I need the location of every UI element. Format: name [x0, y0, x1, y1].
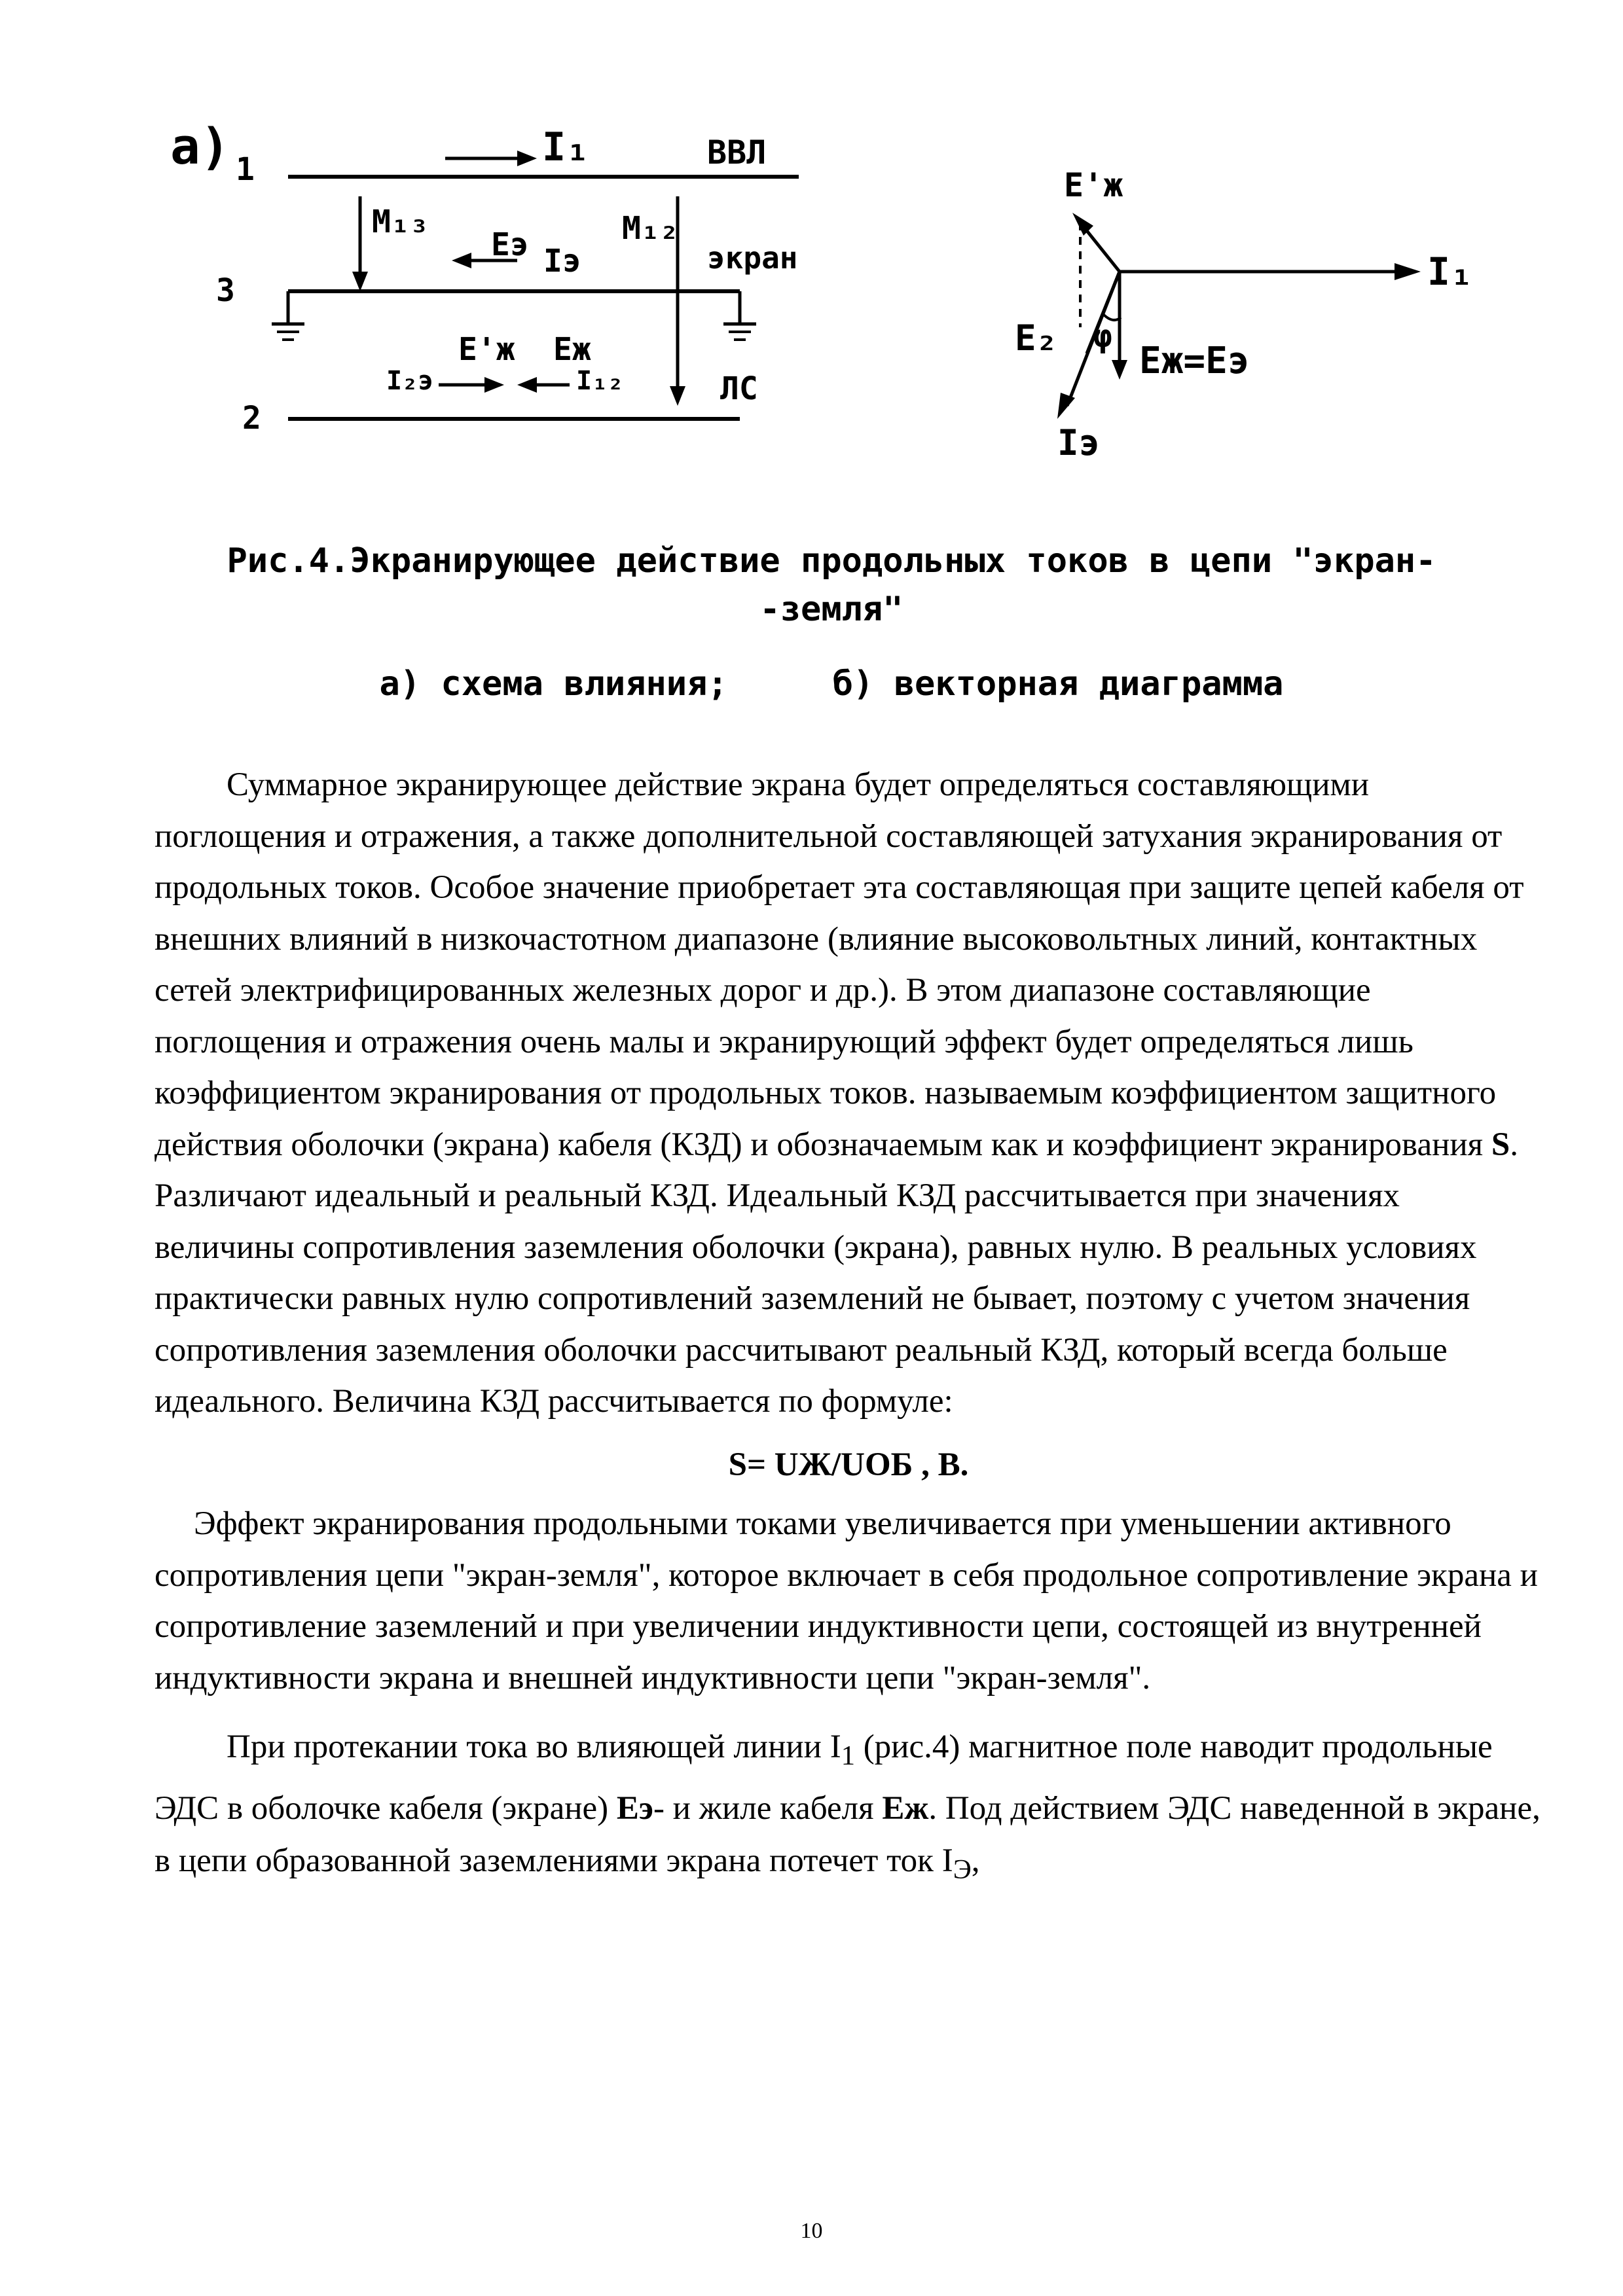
LS-label: ЛС: [720, 370, 758, 407]
arrow-down-icon: [352, 272, 368, 291]
caption-part-b: б) векторная диаграмма: [832, 664, 1284, 704]
M12-label: M₁₂: [622, 210, 679, 247]
E3-label: Eэ: [491, 226, 529, 263]
formula: S= UЖ/UОБ , В.: [728, 1446, 969, 1483]
vec-I1-label: I₁: [1427, 249, 1473, 294]
p3-text-c: - и жиле кабеля: [653, 1790, 883, 1827]
I2e-label: I₂э: [386, 366, 434, 396]
vec-eq-label: Eж=Eэ: [1139, 340, 1250, 382]
screen-label: экран: [707, 240, 798, 276]
p3-text-a: При протекании тока во влияющей линии I: [227, 1729, 841, 1765]
vec-E2-label: E₂: [1015, 317, 1058, 359]
figure-4-diagram: [151, 98, 1525, 517]
arrow-right-icon: [1395, 263, 1421, 280]
arrow-left-icon: [452, 253, 471, 268]
vvl-label: ВВЛ: [707, 134, 767, 171]
arrow-right-icon: [517, 151, 537, 166]
paragraph-3: [155, 1721, 1542, 1896]
current-I1-label: I₁: [542, 124, 590, 170]
caption-part-a: а) схема влияния;: [379, 664, 728, 704]
vec-Ezh-prime-label: E'ж: [1064, 166, 1123, 204]
Ezh-label: Eж: [553, 331, 591, 368]
page-number: 10: [800, 2219, 823, 2243]
arrow-right-icon: [484, 377, 504, 393]
line-1-label: 1: [236, 151, 255, 188]
p3-text-e: ,: [971, 1842, 980, 1880]
M13-label: M₁₃: [372, 204, 429, 240]
figure-4: [151, 98, 1525, 517]
figure-caption: [151, 537, 1512, 708]
p3-sub-2: Э: [953, 1854, 972, 1886]
caption-parts: [151, 660, 1512, 708]
paragraph-2: Эффект экранирования продольными токами увеличивается при уменьшении активного сопротивления цепи "экран-земля", которое включает в себя продольное сопротивление экрана и сопротивление заземлений и при увеличении индуктивности цепи, состоящей из внутренней индуктивности экрана и внешней индуктивности цепи "экран-земля".: [155, 1505, 1538, 1696]
p3-sub-1: 1: [841, 1740, 855, 1772]
p1-bold-S: S: [1491, 1126, 1510, 1163]
p3-E3: Eэ: [616, 1790, 653, 1827]
arrow-down-icon: [1112, 360, 1127, 380]
arrow-up-icon: [1072, 213, 1093, 236]
p1-text-end: . Различают идеальный и реальный КЗД. Идеальный КЗД рассчитывается при значениях величины сопротивления заземления оболочки (экрана), равных нулю. В реальных условиях практически равных нулю сопротивлений заземлений не бывает, поэтому с учетом значения сопротивления заземления оболочки рассчитывают реальный КЗД, который всегда больше идеального. Величина КЗД рассчитывается по формуле:: [155, 1126, 1518, 1420]
arrow-left-icon: [517, 377, 537, 393]
p1-text: Суммарное экранирующее действие экрана будет определяться составляющими поглощения и отражения, а также дополнительной составляющей затухания экранирования от продольных токов. Особое значение приобретает эта составляющая при защите цепей кабеля от внешних влияний в низкочастотном диапазоне (влияние высоковольтных линий, контактных сетей электрифицированных железных дорог и др.). В этом диапазоне составляющие поглощения и отражения очень малы и экранирующий эффект будет определяться лишь коэффициентом экранирования от продольных токов. называемым коэффициентом защитного действия оболочки (экрана) кабеля (КЗД) и обозначаемым как и коэффициент экранирования: [155, 766, 1524, 1163]
line-3-label: 3: [216, 272, 235, 309]
I12-label: I₁₂: [576, 366, 624, 396]
arrow-down-icon: [670, 386, 685, 406]
Ezh-prime-label: E'ж: [458, 331, 515, 368]
vec-I3-label: Iэ: [1057, 422, 1101, 463]
I3-label: Iэ: [543, 243, 581, 279]
panel-a-label: а): [170, 117, 230, 175]
caption-line-1: Рис.4.Экранирующее действие продольных токов в цепи "экран-: [227, 541, 1436, 581]
p3-text-b: (рис.4) магнитное поле наводит продольные ЭДС в оболочке кабеля (экране): [155, 1729, 1493, 1827]
vec-phi-label: φ: [1093, 318, 1112, 355]
line-2-label: 2: [242, 400, 261, 437]
p3-text-d: . Под действием ЭДС наведенной в экране, в цепи образованной заземлениями экрана потечет ток I: [155, 1790, 1541, 1880]
paragraph-1: [155, 759, 1542, 1427]
body-text: [155, 759, 1542, 1896]
p3-Ezh: Eж: [882, 1790, 929, 1827]
caption-line-2: -земля": [759, 590, 903, 629]
